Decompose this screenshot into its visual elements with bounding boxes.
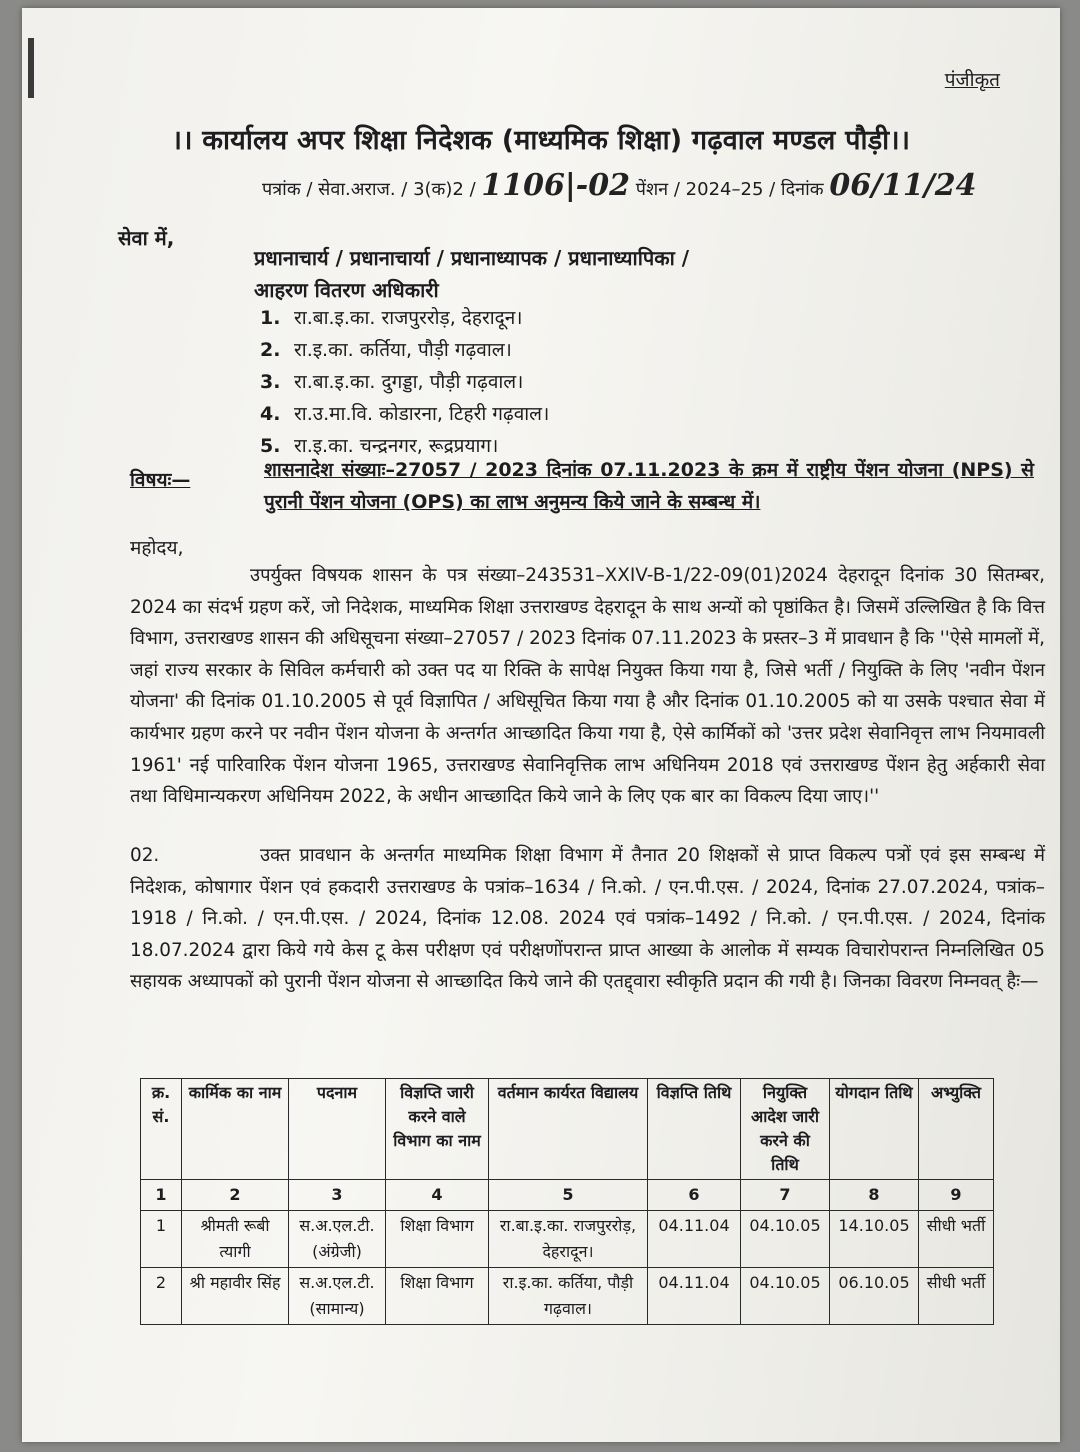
table-cell: स.अ.एल.टी. (सामान्य) xyxy=(289,1268,386,1325)
teachers-details-table xyxy=(140,1078,994,1325)
salutation: महोदय, xyxy=(130,537,184,559)
table-cell: सीधी भर्ती xyxy=(919,1268,994,1325)
details-table-wrapper xyxy=(140,1078,994,1325)
column-number: 7 xyxy=(741,1180,830,1211)
list-item xyxy=(260,398,549,430)
list-item xyxy=(260,302,549,334)
table-cell: शिक्षा विभाग xyxy=(386,1211,489,1268)
column-number: 3 xyxy=(289,1180,386,1211)
paragraph-2-text: उक्त प्रावधान के अन्तर्गत माध्यमिक शिक्षा विभाग में तैनात 20 शिक्षकों से प्राप्त विकल्प पत्रों एवं इस सम्बन्ध में निदेशक, कोषागार पेंशन एवं हकदारी उत्तराखण्ड के पत्रांक–1634 / नि.को. / एन.पी.एस. / 2024, दिनांक 27.07.2024, पत्रांक–1918 / नि.को. / एन.पी.एस. / 2024, दिनांक 12.08. 2024 एवं पत्रांक–1492 / नि.को. / एन.पी.एस. / 2024, दिनांक 18.07.2024 द्वारा किये गये केस टू केस परीक्षण एवं परीक्षणोंपरान्त प्राप्त आख्या के आलोक में सम्यक विचारोपरान्त निम्नलिखित 05 सहायक अध्यापकों को पुरानी पेंशन योजना से आच्छादित किये जाने की एतद्द्वारा स्वीकृति प्रदान की गयी है। जिनका विवरण निम्नवत् हैः— xyxy=(130,845,1045,993)
table-cell: 04.10.05 xyxy=(741,1268,830,1325)
column-number: 5 xyxy=(489,1180,648,1211)
letter-page xyxy=(22,8,1060,1442)
column-header: विज्ञप्ति जारी करने वाले विभाग का नाम xyxy=(386,1079,489,1180)
column-number-row xyxy=(141,1180,994,1211)
handwritten-letter-number: 1106|-02 xyxy=(481,168,630,203)
column-header: अभ्युक्ति xyxy=(919,1079,994,1180)
table-cell: 06.10.05 xyxy=(830,1268,919,1325)
table-cell: शिक्षा विभाग xyxy=(386,1268,489,1325)
list-item xyxy=(260,334,549,366)
table-cell: 04.11.04 xyxy=(648,1211,741,1268)
column-number: 2 xyxy=(182,1180,289,1211)
list-number: 2. xyxy=(260,339,281,361)
list-number: 4. xyxy=(260,403,281,425)
list-number: 3. xyxy=(260,371,281,393)
to-label: सेवा में, xyxy=(118,226,175,250)
table-cell: सीधी भर्ती xyxy=(919,1211,994,1268)
subject-label: विषयः— xyxy=(130,469,191,491)
column-header: पदनाम xyxy=(289,1079,386,1180)
column-header: कार्मिक का नाम xyxy=(182,1079,289,1180)
school-name: रा.बा.इ.का. राजपुररोड़, देहरादून। xyxy=(294,307,523,329)
staple-pin xyxy=(28,38,34,98)
table-cell: 2 xyxy=(141,1268,182,1325)
column-header: वर्तमान कार्यरत विद्यालय xyxy=(489,1079,648,1180)
column-header: योगदान तिथि xyxy=(830,1079,919,1180)
column-number: 8 xyxy=(830,1180,919,1211)
table-cell: श्री महावीर सिंह xyxy=(182,1268,289,1325)
addressee-line-2: आहरण वितरण अधिकारी xyxy=(254,278,439,302)
paragraph-1: उपर्युक्त विषयक शासन के पत्र संख्या–243531–XXIV-B-1/22-09(01)2024 देहरादून दिनांक 30 सितम्बर, 2024 का संदर्भ ग्रहण करें, जो निदेशक, माध्यमिक शिक्षा उत्तराखण्ड देहरादून के साथ अन्यों को पृष्ठांकित है। जिसमें उल्लिखित है कि वित्त विभाग, उत्तराखण्ड शासन की अधिसूचना संख्या–27057 / 2023 दिनांक 07.11.2023 के प्रस्तर–3 में प्रावधान है कि ''ऐसे मामलों में, जहां राज्य सरकार के सिविल कर्मचारी को उक्त पद या रिक्ति के सापेक्ष नियुक्त किया गया है, जिसे भर्ती / नियुक्ति के लिए 'नवीन पेंशन योजना' की दिनांक 01.10.2005 से पूर्व विज्ञापित / अधिसूचित किया गया है और दिनांक 01.10.2005 को या उसके पश्चात सेवा में कार्यभार ग्रहण करने पर नवीन पेंशन योजना के अन्तर्गत आच्छादित किया गया है, ऐसे कार्मिकों को 'उत्तर प्रदेश सेवानिवृत्त लाभ नियमावली 1961' नई पारिवारिक पेंशन योजना 1965, उत्तराखण्ड सेवानिवृत्तिक लाभ अधिनियम 2018 एवं उत्तराखण्ड पेंशन हेतु अर्हकारी सेवा तथा विधिमान्यकरण अधिनियम 2022, के अधीन आच्छादित किये जाने के लिए एक बार का विकल्प दिया जाए।'' xyxy=(130,565,1045,808)
list-number: 5. xyxy=(260,435,281,457)
registered-label: पंजीकृत xyxy=(944,69,1000,91)
table-cell: श्रीमती रूबी त्यागी xyxy=(182,1211,289,1268)
addressee-line-1: प्रधानाचार्य / प्रधानाचार्या / प्रधानाध्यापक / प्रधानाध्यापिका / xyxy=(254,246,690,270)
paragraph-2 xyxy=(130,840,1045,998)
paragraph-number: 02. xyxy=(130,845,160,866)
list-item xyxy=(260,366,549,398)
table-cell: रा.इ.का. कर्तिया, पौड़ी गढ़वाल। xyxy=(489,1268,648,1325)
school-name: रा.उ.मा.वि. कोडारना, टिहरी गढ़वाल। xyxy=(294,403,550,425)
school-list xyxy=(260,302,549,462)
reference-line xyxy=(262,168,977,203)
reference-middle: पेंशन / 2024–25 / दिनांक xyxy=(635,179,824,200)
subject-text: शासनादेश संख्याः–27057 / 2023 दिनांक 07.11.2023 के क्रम में राष्ट्रीय पेंशन योजना (NPS) से पुरानी पेंशन योजना (OPS) का लाभ अनुमन्य किये जाने के सम्बन्ध में। xyxy=(264,459,1034,513)
handwritten-date: 06/11/24 xyxy=(829,168,977,203)
column-header: नियुक्ति आदेश जारी करने की तिथि xyxy=(741,1079,830,1180)
table-header-row xyxy=(141,1079,994,1180)
office-title: ।। कार्यालय अपर शिक्षा निदेशक (माध्यमिक शिक्षा) गढ़वाल मण्डल पौड़ी।। xyxy=(171,125,911,156)
table-cell: 1 xyxy=(141,1211,182,1268)
column-number: 9 xyxy=(919,1180,994,1211)
list-number: 1. xyxy=(260,307,281,329)
table-cell: 14.10.05 xyxy=(830,1211,919,1268)
column-number: 4 xyxy=(386,1180,489,1211)
table-cell: स.अ.एल.टी. (अंग्रेजी) xyxy=(289,1211,386,1268)
column-number: 6 xyxy=(648,1180,741,1211)
table-cell: रा.बा.इ.का. राजपुररोड़, देहरादून। xyxy=(489,1211,648,1268)
column-header: विज्ञप्ति तिथि xyxy=(648,1079,741,1180)
table-cell: 04.11.04 xyxy=(648,1268,741,1325)
table-row xyxy=(141,1211,994,1268)
reference-prefix: पत्रांक / सेवा.अराज. / 3(क)2 / xyxy=(262,179,476,200)
school-name: रा.बा.इ.का. दुगड्डा, पौड़ी गढ़वाल। xyxy=(294,371,524,393)
table-cell: 04.10.05 xyxy=(741,1211,830,1268)
column-header: क्र. सं. xyxy=(141,1079,182,1180)
school-name: रा.इ.का. कर्तिया, पौड़ी गढ़वाल। xyxy=(294,339,512,361)
column-number: 1 xyxy=(141,1180,182,1211)
table-row xyxy=(141,1268,994,1325)
school-name: रा.इ.का. चन्द्रनगर, रूद्रप्रयाग। xyxy=(294,435,499,457)
